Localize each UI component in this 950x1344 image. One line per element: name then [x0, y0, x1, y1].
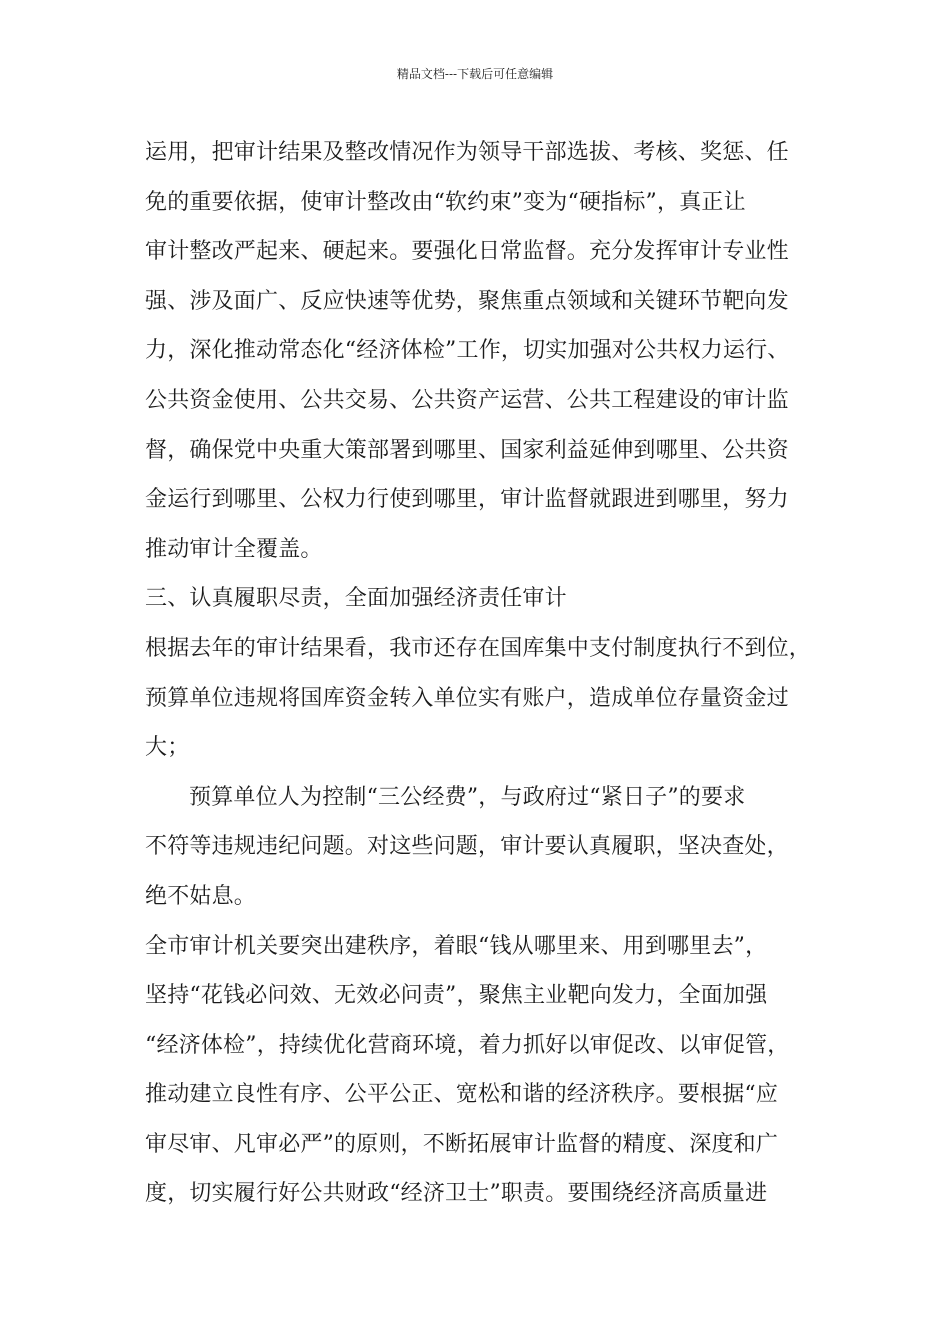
page-header: 精品文档---下载后可任意编辑: [396, 67, 554, 81]
text-line: 坚持“花钱必问效、无效必问责”，聚焦主业靶向发力，全面加强: [145, 983, 768, 1009]
text-line-indented: 预算单位人为控制“三公经费”，与政府过“紧日子”的要求: [189, 784, 746, 810]
text-line: 力，深化推动常态化“经济体检”工作，切实加强对公共权力运行、: [145, 338, 790, 364]
text-line: 金运行到哪里、公权力行使到哪里，审计监督就跟进到哪里，努力: [145, 487, 789, 513]
text-line: 免的重要依据，使审计整改由“软约束”变为“硬指标”，真正让: [145, 189, 746, 215]
text-line: 根据去年的审计结果看，我市还存在国库集中支付制度执行不到位，: [145, 635, 812, 661]
text-line: 督，确保党中央重大策部署到哪里、国家利益延伸到哪里、公共资: [145, 437, 789, 463]
text-line: 运用，把审计结果及整改情况作为领导干部选拔、考核、奖惩、任: [145, 140, 789, 165]
text-line: 全市审计机关要突出建秩序，着眼“钱从哪里来、用到哪里去”，: [145, 933, 768, 959]
text-line: 推动审计全覆盖。: [145, 536, 323, 562]
document-body: [145, 128, 825, 1219]
text-line: 强、涉及面广、反应快速等优势，聚焦重点领域和关键环节靶向发: [145, 288, 789, 314]
text-line: 不符等违规违纪问题。对这些问题，审计要认真履职，坚决查处，: [145, 834, 789, 860]
text-line: 审计整改严起来、硬起来。要强化日常监督。充分发挥审计专业性: [145, 239, 789, 265]
section-heading: 三、认真履职尽责，全面加强经济责任审计: [145, 586, 567, 612]
text-line: 公共资金使用、公共交易、公共资产运营、公共工程建设的审计监: [145, 387, 789, 413]
text-line: 推动建立良性有序、公平公正、宽松和谐的经济秩序。要根据“应: [145, 1082, 779, 1108]
text-line: 预算单位违规将国库资金转入单位实有账户，造成单位存量资金过: [145, 685, 789, 711]
text-line: 绝不姑息。: [145, 883, 257, 909]
text-line: 审尽审、凡审必严”的原则，不断拓展审计监督的精度、深度和广: [145, 1131, 779, 1157]
text-line: “经济体检”，持续优化营商环境，着力抓好以审促改、以审促管，: [145, 1032, 790, 1058]
text-line: 大；: [145, 735, 190, 761]
text-line: 度，切实履行好公共财政“经济卫士”职责。要围绕经济高质量进: [145, 1181, 768, 1207]
